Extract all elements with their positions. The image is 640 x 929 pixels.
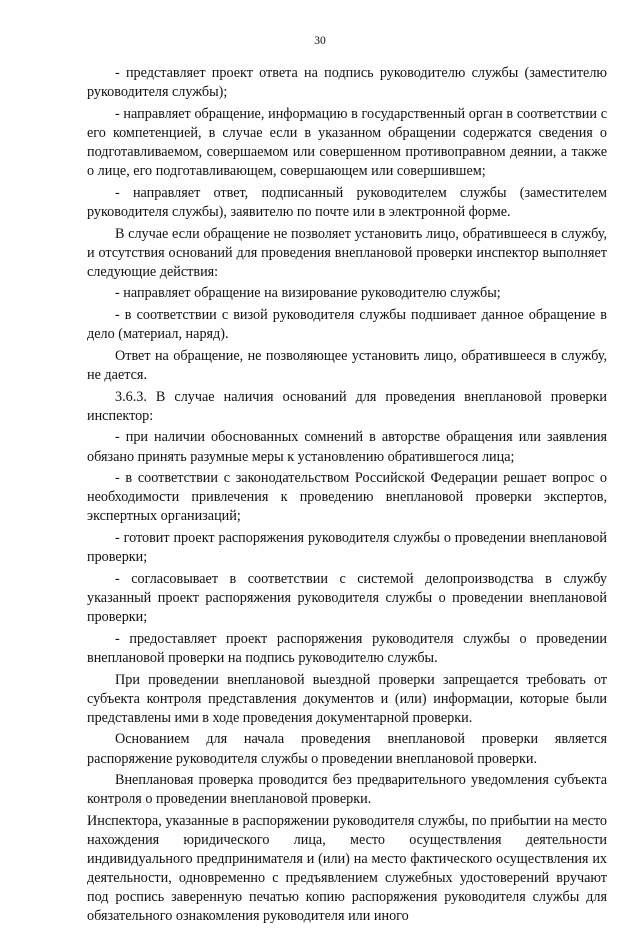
paragraph-inspectors-arrival: Инспектора, указанные в распоряжении руководителя службы, по прибытии на место нахождения юридического лица, место осуществления деятельности индивидуального предпринимателя и (или) на место фактического осуществления их деятельности, одновременно с предъявлением служебных удостоверений вручают под роспись заверенную печатью копию распоряжения руководителя службы для обязательного ознакомления руководителя или иного [87, 812, 607, 925]
paragraph-anonymous-appeal: В случае если обращение не позволяет установить лицо, обратившееся в службу, и отсутствия оснований для проведения внеплановой проверки инспектор выполняет следующие действия: [87, 225, 607, 280]
paragraph-prepare-order: - готовит проект распоряжения руководителя службы о проведении внеплановой проверки; [87, 530, 607, 566]
paragraph-send-answer: - направляет ответ, подписанный руководителем службы (заместителем руководителя службы), заявителю по почте или в электронной форме. [87, 184, 607, 220]
paragraph-prohibition: При проведении внеплановой выездной проверки запрещается требовать от субъекта контроля представления документов и (или) информации, которые были представлены ими в ходе проведения документарной проверки. [87, 671, 607, 726]
paragraph-forward-to-state-body: - направляет обращение, информацию в государственный орган в соответствии с его компетенцией, в случае если в указанном обращении содержатся сведения о подготавливаемом, совершаемом или совершенном противоправном деянии, а также о лице, его подготавливающем, совершающем или совершившем; [87, 105, 607, 180]
paragraph-send-for-approval: - направляет обращение на визирование руководителю службы; [115, 285, 501, 302]
paragraph-basis: Основанием для начала проведения внеплановой проверки является распоряжение руководителя службы о проведении внеплановой проверки. [87, 731, 607, 767]
paragraph-coordinate-order: - согласовывает в соответствии с системой делопроизводства в службу указанный проект распоряжения руководителя службы о проведении внеплановой проверки; [87, 570, 607, 626]
paragraph-no-notification: Внеплановая проверка проводится без предварительного уведомления субъекта контроля о проведении внеплановой проверки. [87, 772, 607, 808]
paragraph-submit-draft: - представляет проект ответа на подпись руководителю службы (заместителю руководителя службы); [87, 65, 607, 101]
paragraph-authorship-doubts: - при наличии обоснованных сомнений в авторстве обращения или заявления обязано принять разумные меры к установлению обратившегося лица; [87, 429, 607, 465]
paragraph-no-answer: Ответ на обращение, не позволяющее установить лицо, обратившееся в службу, не дается. [87, 347, 607, 383]
paragraph-experts: - в соответствии с законодательством Российской Федерации решает вопрос о необходимости привлечения к проведению внеплановой проверки экспертов, экспертных организаций; [87, 470, 607, 525]
page-number: 30 [314, 35, 326, 47]
paragraph-section-3-6-3: 3.6.3. В случае наличия оснований для проведения внеплановой проверки инспектор: [87, 388, 607, 424]
paragraph-submit-order: - предоставляет проект распоряжения руководителя службы о проведении внеплановой проверки на подпись руководителю службы. [87, 630, 607, 666]
paragraph-file-appeal: - в соответствии с визой руководителя службы подшивает данное обращение в дело (материал, наряд). [87, 307, 607, 343]
document-body [87, 64, 607, 929]
